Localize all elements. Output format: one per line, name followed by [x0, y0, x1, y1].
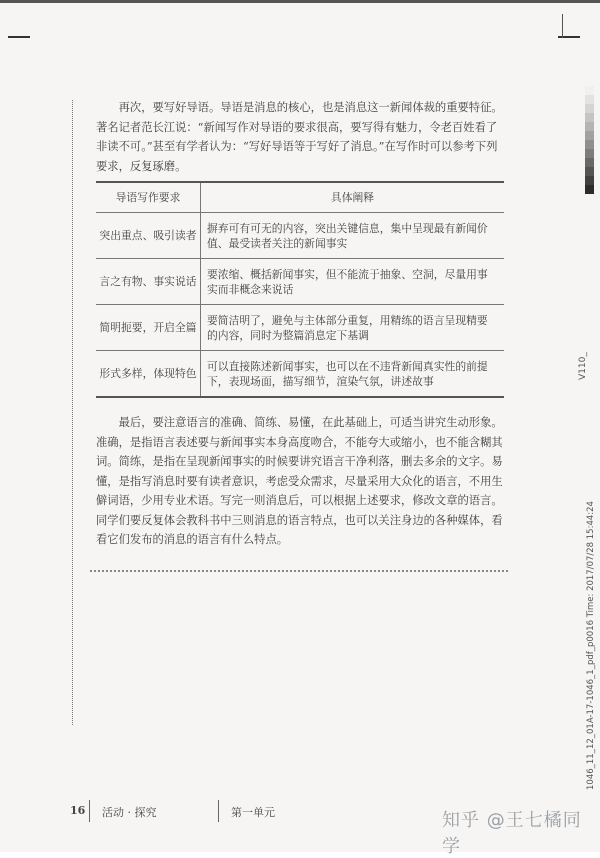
- row-requirement: 突出重点、吸引读者: [96, 213, 201, 259]
- print-grayscale-bar: [585, 86, 594, 194]
- table-row: [96, 305, 504, 351]
- footer-divider: [218, 800, 219, 822]
- crop-mark-vertical: [562, 14, 563, 38]
- table-row: [96, 259, 504, 305]
- closing-paragraph: 最后，要注意语言的准确、简练、易懂，在此基础上，可适当讲究生动形象。准确，是指语言表述要与新闻事实本身高度吻合，不能夸大或缩小，也不能含糊其词。简练，是指在呈现新闻事实的时候要讲究语言干净利落，删去多余的文字。易懂，是指写消息时要有读者意识，考虑受众需求，尽量采用大众化的语言，不用生僻词语，少用专业术语。写完一则消息后，可以根据上述要求，修改文章的语言。同学们要反复体会教科书中三则消息的语言特点，也可以关注身边的各种媒体，看看它们发布的消息的语言有什么特点。: [96, 416, 503, 546]
- table-row: [96, 351, 504, 398]
- section-dotted-separator: [90, 570, 508, 572]
- header-requirement: 导语写作要求: [96, 182, 201, 213]
- side-print-metadata: 1046_11_12_01A-17-1046_1_pdf_p0016 Time: 2017/07/28 15:44:24: [586, 501, 596, 790]
- row-explanation: 要简洁明了，避免与主体部分重复，用精练的语言呈现精要的内容，同时为整篇消息定下基调: [201, 305, 505, 351]
- left-margin-dotted-line: [72, 100, 73, 725]
- row-requirement: 形式多样，体现特色: [96, 351, 201, 398]
- row-explanation: 要浓缩、概括新闻事实，但不能流于抽象、空洞，尽量用事实而非概念来说话: [201, 259, 505, 305]
- lead-requirements-table: [96, 181, 504, 398]
- zhihu-watermark: 知乎 @王七橘同学: [442, 810, 582, 857]
- row-explanation: 可以直接陈述新闻事实，也可以在不违背新闻真实性的前提下，表现场面，描写细节，渲染气氛，讲述故事: [201, 351, 505, 398]
- side-code-mark: V110_: [578, 352, 588, 380]
- page-number: 16: [70, 804, 86, 817]
- row-requirement: 言之有物、事实说话: [96, 259, 201, 305]
- footer-divider: [89, 800, 90, 822]
- intro-paragraph: 再次，要写好导语。导语是消息的核心，也是消息这一新闻体裁的重要特征。著名记者范长江说：“新闻写作对导语的要求很高，要写得有魅力，令老百姓看了非读不可。”甚至有学者认为：“写好导语等于写好了消息。”在写作时可以参考下列要求，反复琢磨。: [96, 101, 503, 173]
- table-header-row: [96, 182, 504, 213]
- footer-unit-label: 第一单元: [231, 806, 275, 819]
- crop-mark-top-left: [8, 36, 30, 38]
- footer-section-label: 活动 · 探究: [102, 806, 157, 819]
- closing-text-block: [96, 413, 506, 550]
- table-row: [96, 213, 504, 259]
- row-requirement: 简明扼要，开启全篇: [96, 305, 201, 351]
- top-border: [0, 0, 600, 3]
- row-explanation: 摒弃可有可无的内容，突出关键信息，集中呈现最有新闻价值、最受读者关注的新闻事实: [201, 213, 505, 259]
- intro-text-block: [96, 98, 506, 176]
- header-explanation: 具体阐释: [201, 182, 505, 213]
